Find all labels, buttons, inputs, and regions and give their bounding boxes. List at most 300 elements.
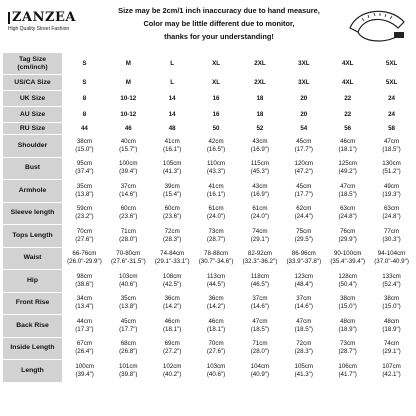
inch-value: (42.5") <box>163 280 182 288</box>
size-cell: L <box>150 75 194 91</box>
inch-value: (17.7") <box>294 145 313 153</box>
cm-value: 120cm <box>294 160 314 168</box>
cm-value: 60cm <box>120 205 136 213</box>
measure-cell <box>150 135 194 158</box>
cm-value: 105cm <box>294 362 314 370</box>
row-label-text: Tag Size <box>18 55 47 63</box>
measuring-tape-icon <box>344 4 410 48</box>
cm-value: 104cm <box>250 362 270 370</box>
cm-value: 110cm <box>207 160 226 168</box>
measure-cell <box>63 157 107 180</box>
measure-cell <box>194 247 238 270</box>
brand-logo <box>8 10 112 32</box>
cm-value: 130cm <box>382 160 401 168</box>
measure-cell <box>370 202 414 225</box>
size-cell: S <box>63 75 107 91</box>
inch-value: (40.6") <box>119 280 138 288</box>
cm-value: 67cm <box>76 340 92 348</box>
inch-value: (27.6") <box>75 235 94 243</box>
cm-value: 69cm <box>164 340 180 348</box>
header <box>0 0 416 52</box>
measure-cell <box>106 225 150 248</box>
cm-value: 45cm <box>296 182 312 190</box>
inch-value: (35.4"-39.4") <box>330 258 366 266</box>
cm-value: 108cm <box>162 272 182 280</box>
inch-value: (29.1") <box>250 235 270 243</box>
cm-value: 77cm <box>383 227 400 235</box>
cm-value: 63cm <box>383 205 400 213</box>
cm-value: 39cm <box>164 182 180 190</box>
inch-value: (33.9"-37.8") <box>286 258 322 266</box>
size-row <box>3 123 414 135</box>
cm-value: 61cm <box>252 205 268 213</box>
inch-value: (15.4") <box>163 190 182 198</box>
inch-value: (27.6"-31.5") <box>110 258 146 266</box>
measure-row <box>3 225 414 248</box>
inch-value: (45.3") <box>250 168 270 176</box>
size-cell: 48 <box>150 123 194 135</box>
size-cell: 2XL <box>238 75 282 91</box>
cm-value: 36cm <box>164 295 180 303</box>
inch-value: (24.0") <box>206 213 226 221</box>
measure-cell <box>194 180 238 203</box>
inch-value: (18.1") <box>338 145 357 153</box>
size-cell: 22 <box>326 91 370 107</box>
inch-value: (14.6") <box>294 303 313 311</box>
inch-value: (18.5") <box>338 190 357 198</box>
inch-value: (28.7") <box>338 348 357 356</box>
measure-row <box>3 270 414 293</box>
measure-cell <box>150 337 194 360</box>
inch-value: (26.8") <box>119 348 138 356</box>
measure-cell <box>194 157 238 180</box>
measure-cell <box>106 315 150 338</box>
measure-cell <box>150 157 194 180</box>
cm-value: 38cm <box>383 295 400 303</box>
inch-value: (37.0"-40.9") <box>374 258 409 266</box>
measure-row <box>3 247 414 270</box>
cm-value: 38cm <box>340 295 356 303</box>
inch-value: (28.0") <box>250 348 270 356</box>
inch-value: (27.6") <box>206 348 226 356</box>
row-label: Front Rise <box>3 292 63 315</box>
cm-value: 100cm <box>75 362 94 370</box>
measure-cell <box>63 337 107 360</box>
cm-value: 47cm <box>340 182 356 190</box>
inch-value: (15.0") <box>75 145 94 153</box>
size-cell: 50 <box>194 123 238 135</box>
cm-value: 44cm <box>76 317 92 325</box>
cm-value: 75cm <box>296 227 312 235</box>
measure-cell <box>282 337 326 360</box>
row-label-text: (cm/inch) <box>17 63 48 71</box>
measure-cell <box>282 315 326 338</box>
cm-value: 47cm <box>383 137 400 145</box>
cm-value: 115cm <box>250 160 269 168</box>
size-cell: 14 <box>150 107 194 123</box>
inch-value: (15.0") <box>338 303 357 311</box>
measure-cell <box>194 315 238 338</box>
inch-value: (27.2") <box>163 348 182 356</box>
cm-value: 107cm <box>382 362 401 370</box>
measure-cell <box>150 315 194 338</box>
inch-value: (14.6") <box>250 303 270 311</box>
measure-cell <box>106 360 150 383</box>
inch-value: (26.0"-29.9") <box>67 258 102 266</box>
inch-value: (18.9") <box>338 325 357 333</box>
cm-value: 74cm <box>252 227 268 235</box>
inch-value: (41.3") <box>294 370 313 378</box>
inch-value: (41.3") <box>163 168 182 176</box>
inch-value: (13.8") <box>75 190 94 198</box>
inch-value: (37.4") <box>75 168 94 176</box>
size-cell: 14 <box>150 91 194 107</box>
measure-cell <box>150 225 194 248</box>
measure-cell <box>370 247 414 270</box>
measure-row <box>3 202 414 225</box>
inch-value: (42.1") <box>382 370 401 378</box>
measure-cell <box>282 225 326 248</box>
measure-cell <box>370 270 414 293</box>
cm-value: 106cm <box>338 362 357 370</box>
row-label-text: AU Size <box>19 110 46 118</box>
size-cell: 16 <box>194 107 238 123</box>
size-cell: 4XL <box>326 53 370 75</box>
cm-value: 103cm <box>206 362 226 370</box>
inch-value: (28.3") <box>163 235 182 243</box>
size-cell: S <box>63 53 107 75</box>
inch-value: (40.2") <box>163 370 182 378</box>
inch-value: (24.4") <box>294 213 313 221</box>
measure-cell <box>238 225 282 248</box>
notice-line: thanks for your understanding! <box>164 32 274 41</box>
inch-value: (18.9") <box>382 325 401 333</box>
measure-cell <box>282 135 326 158</box>
measure-cell <box>370 337 414 360</box>
row-label: Length <box>3 360 63 383</box>
measure-cell <box>194 270 238 293</box>
cm-value: 74-84cm <box>160 250 185 258</box>
size-cell: 52 <box>238 123 282 135</box>
measure-cell <box>63 292 107 315</box>
inch-value: (24.8") <box>338 213 357 221</box>
inch-value: (17.3") <box>75 325 94 333</box>
cm-value: 68cm <box>120 340 136 348</box>
row-label: Bust <box>3 157 63 180</box>
cm-value: 36cm <box>208 295 224 303</box>
measure-cell <box>370 180 414 203</box>
inch-value: (24.8") <box>382 213 401 221</box>
measure-cell <box>106 247 150 270</box>
measure-row <box>3 315 414 338</box>
inch-value: (29.9") <box>338 235 357 243</box>
measure-cell <box>282 360 326 383</box>
inch-value: (52.4") <box>382 280 401 288</box>
cm-value: 62cm <box>296 205 312 213</box>
inch-value: (16.9") <box>250 145 270 153</box>
inch-value: (39.4") <box>119 168 138 176</box>
cm-value: 123cm <box>294 272 314 280</box>
cm-value: 76cm <box>340 227 356 235</box>
measure-cell <box>63 270 107 293</box>
measure-cell <box>106 135 150 158</box>
measure-cell <box>238 315 282 338</box>
size-cell: 20 <box>282 107 326 123</box>
measure-cell <box>63 360 107 383</box>
size-cell: 18 <box>238 91 282 107</box>
measure-cell <box>150 360 194 383</box>
inch-value: (43.3") <box>206 168 226 176</box>
cm-value: 42cm <box>208 137 224 145</box>
inch-value: (18.1") <box>163 325 182 333</box>
cm-value: 35cm <box>120 295 136 303</box>
measure-row <box>3 180 414 203</box>
inch-value: (23.6") <box>119 213 138 221</box>
cm-value: 59cm <box>76 205 92 213</box>
size-cell: 24 <box>370 107 414 123</box>
measure-cell <box>326 270 370 293</box>
size-row <box>3 75 414 91</box>
size-table <box>2 52 414 383</box>
size-cell: 8 <box>63 107 107 123</box>
measure-cell <box>326 180 370 203</box>
cm-value: 47cm <box>252 317 268 325</box>
measure-cell <box>194 225 238 248</box>
measure-cell <box>106 337 150 360</box>
measure-cell <box>106 270 150 293</box>
notice-line: Color may be little different due to monitor, <box>143 19 295 28</box>
size-cell: 2XL <box>238 53 282 75</box>
cm-value: 105cm <box>162 160 182 168</box>
inch-value: (30.3") <box>382 235 401 243</box>
row-label <box>3 123 63 135</box>
inch-value: (16.9") <box>250 190 270 198</box>
inch-value: (50.4") <box>338 280 357 288</box>
measure-cell <box>63 135 107 158</box>
inch-value: (24.0") <box>250 213 270 221</box>
inch-value: (14.2") <box>206 303 226 311</box>
cm-value: 61cm <box>208 205 224 213</box>
inch-value: (32.3"-36.2") <box>242 258 278 266</box>
measurement-notice <box>104 4 334 43</box>
measure-cell <box>63 247 107 270</box>
row-label: Waist <box>3 247 63 270</box>
measure-row <box>3 337 414 360</box>
size-cell: 3XL <box>282 75 326 91</box>
measure-cell <box>370 157 414 180</box>
measure-cell <box>106 157 150 180</box>
row-label <box>3 91 63 107</box>
cm-value: 118cm <box>250 272 269 280</box>
measure-cell <box>282 157 326 180</box>
row-label <box>3 75 63 91</box>
row-label: Back Rise <box>3 315 63 338</box>
cm-value: 94-104cm <box>377 250 406 258</box>
inch-value: (16.1") <box>163 145 182 153</box>
measure-cell <box>238 157 282 180</box>
measure-cell <box>326 292 370 315</box>
size-cell: 4XL <box>326 75 370 91</box>
size-cell: 8 <box>63 91 107 107</box>
size-cell: 20 <box>282 91 326 107</box>
size-cell: 46 <box>106 123 150 135</box>
cm-value: 41cm <box>164 137 180 145</box>
inch-value: (44.5") <box>206 280 226 288</box>
inch-value: (18.5") <box>250 325 270 333</box>
cm-value: 46cm <box>208 317 224 325</box>
measure-cell <box>194 337 238 360</box>
size-cell: 10-12 <box>106 91 150 107</box>
notice-line: Size may be 2cm/1 inch inaccuracy due to hand measure, <box>118 6 320 15</box>
inch-value: (47.2") <box>294 168 313 176</box>
size-cell: 16 <box>194 91 238 107</box>
measure-cell <box>238 337 282 360</box>
cm-value: 34cm <box>76 295 92 303</box>
measure-cell <box>150 247 194 270</box>
measure-cell <box>282 202 326 225</box>
row-label: Shoulder <box>3 135 63 158</box>
inch-value: (29.1"-33.1") <box>154 258 190 266</box>
size-cell: 24 <box>370 91 414 107</box>
cm-value: 40cm <box>120 137 136 145</box>
inch-value: (29.1") <box>382 348 401 356</box>
cm-value: 102cm <box>162 362 182 370</box>
measure-cell <box>326 157 370 180</box>
cm-value: 46cm <box>164 317 180 325</box>
cm-value: 49cm <box>383 182 400 190</box>
measure-cell <box>326 225 370 248</box>
logo-wordmark: ZANZEA <box>8 10 112 25</box>
inch-value: (13.4") <box>75 303 94 311</box>
size-cell: 5XL <box>370 75 414 91</box>
measure-cell <box>326 247 370 270</box>
inch-value: (46.5") <box>250 280 270 288</box>
measure-cell <box>326 315 370 338</box>
cm-value: 73cm <box>208 227 224 235</box>
measure-cell <box>63 315 107 338</box>
measure-cell <box>106 292 150 315</box>
cm-value: 70cm <box>76 227 92 235</box>
inch-value: (39.4") <box>75 370 94 378</box>
cm-value: 103cm <box>119 272 138 280</box>
measure-cell <box>238 292 282 315</box>
row-label: Sleeve length <box>3 202 63 225</box>
inch-value: (23.2") <box>75 213 94 221</box>
size-cell: 44 <box>63 123 107 135</box>
measure-cell <box>282 180 326 203</box>
cm-value: 48cm <box>383 317 400 325</box>
size-row <box>3 91 414 107</box>
inch-value: (38.6") <box>75 280 94 288</box>
cm-value: 48cm <box>340 317 356 325</box>
inch-value: (23.6") <box>163 213 182 221</box>
inch-value: (16.1") <box>206 190 226 198</box>
size-cell: 3XL <box>282 53 326 75</box>
cm-value: 113cm <box>207 272 226 280</box>
size-cell: XL <box>194 75 238 91</box>
row-label: Armhole <box>3 180 63 203</box>
cm-value: 128cm <box>338 272 357 280</box>
size-cell: M <box>106 75 150 91</box>
cm-value: 43cm <box>252 182 268 190</box>
measure-cell <box>194 292 238 315</box>
cm-value: 45cm <box>296 137 312 145</box>
measure-cell <box>194 135 238 158</box>
cm-value: 70-80cm <box>116 250 141 258</box>
row-label <box>3 107 63 123</box>
cm-value: 86-96cm <box>291 250 316 258</box>
cm-value: 41cm <box>208 182 224 190</box>
inch-value: (29.5") <box>294 235 313 243</box>
inch-value: (39.8") <box>119 370 138 378</box>
row-label-text: RU Size <box>19 124 46 132</box>
measure-cell <box>106 180 150 203</box>
cm-value: 37cm <box>120 182 136 190</box>
measure-cell <box>194 202 238 225</box>
row-label: Tops Length <box>3 225 63 248</box>
cm-value: 46cm <box>340 137 356 145</box>
cm-value: 35cm <box>76 182 92 190</box>
measure-cell <box>150 292 194 315</box>
inch-value: (30.7"-34.6") <box>198 258 234 266</box>
logo-tagline: High Quality Street Fashion <box>8 26 70 32</box>
row-label-text: UK Size <box>19 94 46 102</box>
measure-row <box>3 135 414 158</box>
size-cell: M <box>106 53 150 75</box>
inch-value: (17.7") <box>294 190 313 198</box>
size-cell: 22 <box>326 107 370 123</box>
size-cell: 18 <box>238 107 282 123</box>
size-cell: XL <box>194 53 238 75</box>
measure-cell <box>370 360 414 383</box>
inch-value: (28.3") <box>294 348 313 356</box>
inch-value: (18.5") <box>294 325 313 333</box>
inch-value: (41.7") <box>338 370 357 378</box>
inch-value: (49.2") <box>338 168 357 176</box>
row-label: Hip <box>3 270 63 293</box>
measure-cell <box>238 270 282 293</box>
inch-value: (19.3") <box>382 190 401 198</box>
cm-value: 78-88cm <box>204 250 229 258</box>
measure-cell <box>238 247 282 270</box>
cm-value: 101cm <box>119 362 138 370</box>
inch-value: (26.4") <box>75 348 94 356</box>
cm-value: 71cm <box>252 340 268 348</box>
inch-value: (18.1") <box>206 325 226 333</box>
inch-value: (14.6") <box>119 190 138 198</box>
measure-cell <box>370 225 414 248</box>
row-label <box>3 53 63 75</box>
cm-value: 95cm <box>76 160 92 168</box>
size-cell: 5XL <box>370 53 414 75</box>
cm-value: 74cm <box>383 340 400 348</box>
measure-cell <box>238 360 282 383</box>
measure-cell <box>63 225 107 248</box>
measure-cell <box>282 292 326 315</box>
inch-value: (18.5") <box>382 145 401 153</box>
inch-value: (14.2") <box>163 303 182 311</box>
cm-value: 73cm <box>340 340 356 348</box>
size-cell: 56 <box>326 123 370 135</box>
measure-cell <box>326 360 370 383</box>
measure-cell <box>150 202 194 225</box>
size-row <box>3 53 414 75</box>
measure-cell <box>63 202 107 225</box>
inch-value: (40.9") <box>250 370 270 378</box>
inch-value: (13.8") <box>119 303 138 311</box>
cm-value: 37cm <box>252 295 268 303</box>
measure-cell <box>282 247 326 270</box>
